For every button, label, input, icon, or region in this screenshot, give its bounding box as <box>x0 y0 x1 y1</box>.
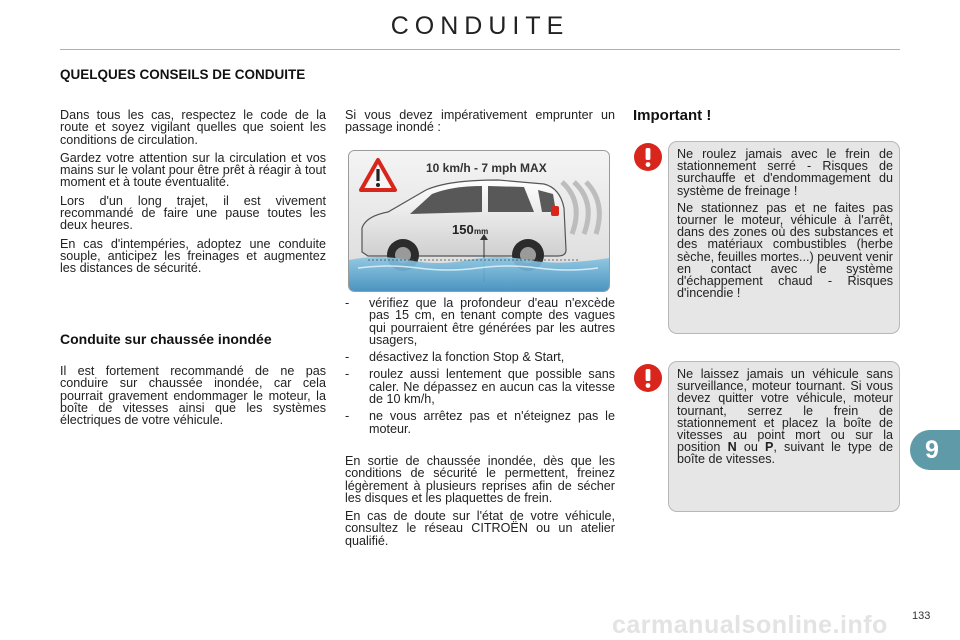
important-heading: Important ! <box>633 107 712 124</box>
exclamation-icon <box>633 363 663 393</box>
warning-box-parking-brake <box>668 141 900 334</box>
middle-outro-text <box>345 455 615 553</box>
warning-text: Ne stationnez pas et ne faites pas tourner le moteur, véhicule à l'arrêt, dans des zones où des substances et des matériaux combustibles (herbe sèche, feuilles mortes...) peuvent venir en contact avec le système d'échappement chaud - Risques d'incendie ! <box>677 200 893 301</box>
paragraph: En cas de doute sur l'état de votre véhicule, consultez le réseau CITROËN ou un atelier qualifié. <box>345 509 615 548</box>
flood-checklist <box>345 297 615 440</box>
depth-value: 150 <box>452 222 474 237</box>
list-item: - vérifiez que la profondeur d'eau n'excède pas 15 cm, en tenant compte des vagues qui pourraient être générées par les autres usagers, <box>345 296 615 347</box>
paragraph: Dans tous les cas, respectez le code de la route et soyez vigilant quelles que soient les conditions de circulation. <box>60 108 326 147</box>
list-item: - ne vous arrêtez pas et n'éteignez pas le moteur. <box>345 409 615 436</box>
title-divider <box>60 49 900 50</box>
paragraph: En sortie de chaussée inondée, dès que les conditions de sécurité le permettent, freinez légèrement à plusieurs reprises afin de sécher les disques et les plaquettes de frein. <box>345 454 615 505</box>
paragraph: Il est fortement recommandé de ne pas conduire sur chaussée inondée, car cela pourrait gravement endommager le moteur, la boîte de vitesses ainsi que les systèmes électriques de votre véhicule. <box>60 364 326 428</box>
chapter-badge <box>912 430 952 470</box>
paragraph: Lors d'un long trajet, il est vivement recommandé de faire une pause toutes les deux heures. <box>60 193 326 233</box>
list-item: - désactivez la fonction Stop & Start, <box>345 350 565 365</box>
page-number: 133 <box>912 610 931 622</box>
flooded-road-illustration <box>348 150 610 292</box>
watermark: carmanualsonline.info <box>612 611 888 639</box>
page-title: CONDUITE <box>390 12 570 40</box>
flood-subheading: Conduite sur chaussée inondée <box>60 331 272 347</box>
list-item: - roulez aussi lentement que possible sans caler. Ne dépassez en aucun cas la vitesse de 10 km/h, <box>345 367 615 407</box>
flood-paragraph <box>60 365 326 432</box>
left-intro-text <box>60 109 326 281</box>
exclamation-icon <box>633 142 663 172</box>
speed-limit-label: 10 km/h - 7 mph MAX <box>426 161 547 175</box>
chapter-number: 9 <box>925 435 939 464</box>
warning-box-unattended <box>668 361 900 512</box>
paragraph: En cas d'intempéries, adoptez une conduite souple, anticipez les freinages et augmentez les distances de sécurité. <box>60 236 326 276</box>
section-heading: QUELQUES CONSEILS DE CONDUITE <box>60 67 306 82</box>
depth-unit: mm <box>474 227 489 236</box>
paragraph: Si vous devez impérativement emprunter un passage inondé : <box>345 108 615 135</box>
middle-intro-text <box>345 109 615 140</box>
warning-text: Ne roulez jamais avec le frein de stationnement serré - Risques de surchauffe et d'endommagement du système de freinage ! <box>677 147 893 198</box>
paragraph: Gardez votre attention sur la circulation et vos mains sur le volant pour être prêt à réagir à tout moment et à toute éventualité. <box>60 150 326 190</box>
warning-text: Ne laissez jamais un véhicule sans surveillance, moteur tournant. Si vous devez quitter votre véhicule, moteur tournant, serrez le frein de stationnement et placez la boîte de vitesses au point mort ou sur la position N ou P, suivant le type de boîte de vitesses. <box>677 367 893 467</box>
